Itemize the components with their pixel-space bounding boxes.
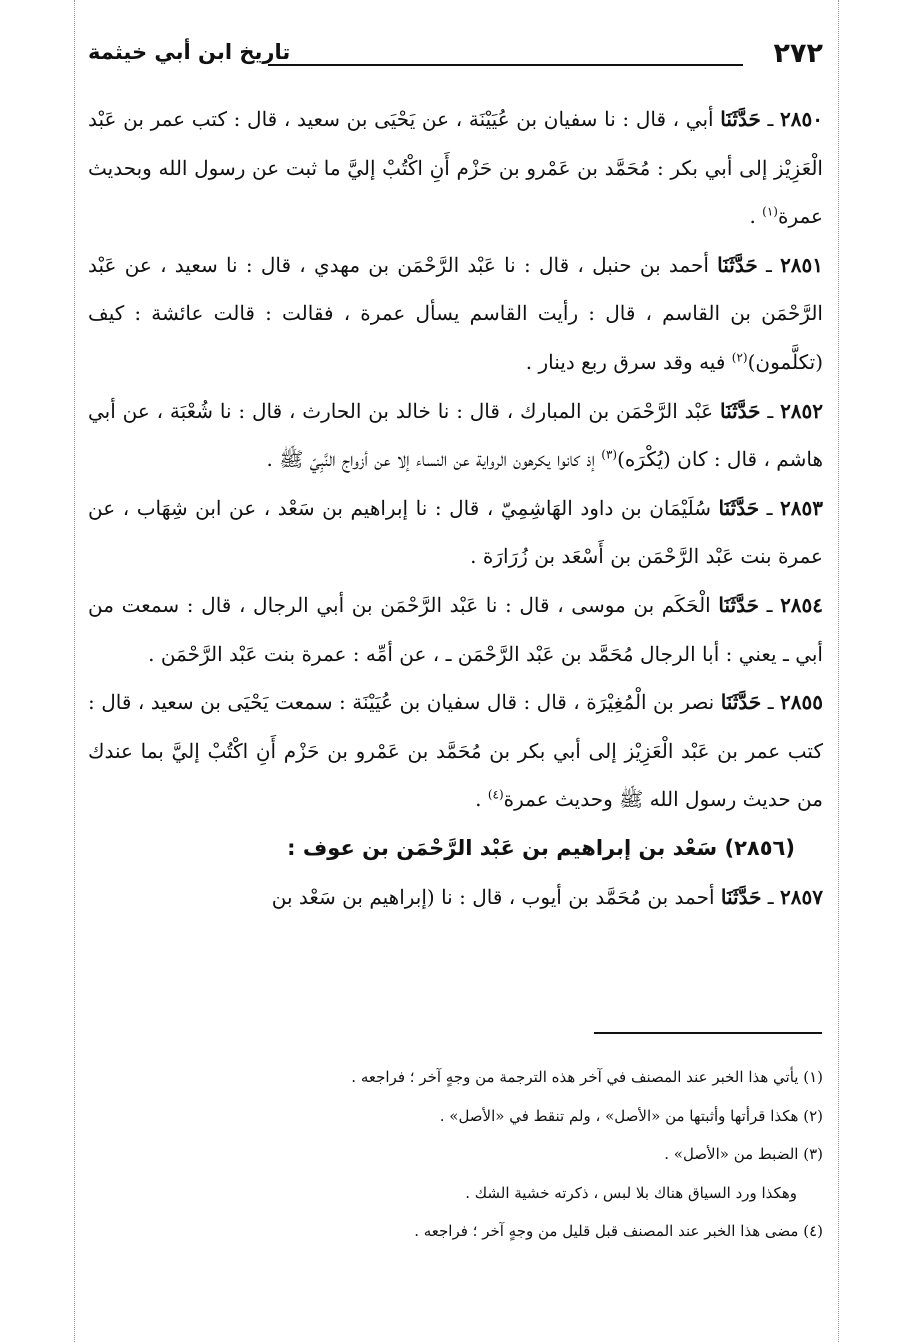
header-rule bbox=[268, 64, 743, 66]
entry-end: . bbox=[749, 204, 763, 229]
entry-2855: ٢٨٥٥ ـ حَدَّثَنَا نصر بن الْمُغِيْرَة ، قال : قال سفيان بن عُيَيْنَة : سمعت يَحْيَى بن سعيد ، قال : كتب عمر بن عَبْد الْعَزِيْز إلى أبي بكر بن مُحَمَّد بن عَمْرو بن حَزْم أَنِ اكْتُبْ إليَّ بما عندك من حديث رسول الله ﷺ وحديث عمرة$^{(٤)}$ . bbox=[88, 690, 823, 812]
entry-2850: ٢٨٥٠ ـ حَدَّثَنَا أبي ، قال : نا سفيان بن عُيَيْنَة ، عن يَحْيَى بن سعيد ، قال : كتب عمر بن عَبْد الْعَزِيْز إلى أبي بكر : مُحَمَّد بن عَمْرو بن حَزْم أَنِ اكْتُبْ إليَّ ما ثبت عن رسول الله وبحديث عمرة$^{(١)}$ . bbox=[88, 107, 824, 229]
entry-number: ٢٨٥٥ bbox=[780, 690, 823, 715]
footnote-marker: (١) bbox=[762, 204, 778, 219]
entry-text: عَبْد الرَّحْمَن بن المبارك ، قال : نا خالد بن الحارث ، قال : نا شُعْبَة ، عن أبي هاشم ، قال : كان (يُكْرَه) bbox=[88, 398, 823, 472]
section-heading: (٢٨٥٦) سَعْد بن إبراهيم بن عَبْد الرَّحْمَن بن عوف : bbox=[287, 835, 795, 860]
entry-text: الْحَكَم بن موسى ، قال : نا عَبْد الرَّحْمَن بن أبي الرجال ، قال : سمعت من أبي ـ يعني : أبا الرجال مُحَمَّد بن عَبْد الرَّحْمَن ـ ، عن أمِّه : عمرة بنت عَبْد الرَّحْمَن . bbox=[88, 592, 823, 666]
entry-2852: ٢٨٥٢ ـ حَدَّثَنَا عَبْد الرَّحْمَن بن المبارك ، قال : نا خالد بن الحارث ، قال : نا شُعْبَة ، عن أبي هاشم ، قال : كان (يُكْرَه)$^{(٣)}$ إذ كانوا يكرهون الرواية عن النساء إلا عن أزواج النَّبِيّ ﷺ . bbox=[88, 398, 824, 472]
entry-end: . bbox=[475, 787, 488, 812]
entry-2851: ٢٨٥١ ـ حَدَّثَنَا أحمد بن حنبل ، قال : نا عَبْد الرَّحْمَن بن مهدي ، قال : نا سعيد ، عن عَبْد الرَّحْمَن بن القاسم ، قال : رأيت القاسم يسأل عمرة ، فقالت : قالت عائشة : كيف (تكلَّمون)$^{(٢)}$ فيه وقد سرق ربع دينار . bbox=[88, 252, 824, 374]
entry-end: فيه وقد سرق ربع دينار . bbox=[525, 349, 732, 374]
margin-dotted-line-right bbox=[838, 0, 839, 1342]
entry-number: ٢٨٥٧ bbox=[780, 884, 823, 909]
page-number: ٢٧٢ bbox=[773, 38, 823, 69]
entry-2853: ٢٨٥٣ ـ حَدَّثَنَا سُلَيْمَان بن داود الهَاشِمِيّ ، قال : نا إبراهيم بن سَعْد ، عن ابن شِهَاب ، عن عمرة بنت عَبْد الرَّحْمَن بن أَسْعَد بن زُرَارَة . bbox=[88, 495, 824, 569]
entry-2857: ٢٨٥٧ ـ حَدَّثَنَا أحمد بن مُحَمَّد بن أيوب ، قال : نا (إبراهيم بن سَعْد بن bbox=[271, 884, 823, 909]
entry-number: ٢٨٥٣ bbox=[780, 495, 824, 520]
entry-number: ٢٨٥١ bbox=[780, 252, 824, 277]
entry-end: إذ كانوا يكرهون الرواية عن النساء إلا عن أزواج النَّبِيّ ﷺ . bbox=[266, 447, 602, 472]
entry-keyword: حَدَّثَنَا bbox=[720, 690, 762, 715]
entry-text: نصر بن الْمُغِيْرَة ، قال : قال سفيان بن عُيَيْنَة : سمعت يَحْيَى بن سعيد ، قال : كتب عمر بن عَبْد الْعَزِيْز إلى أبي بكر بن مُحَمَّد بن عَمْرو بن حَزْم أَنِ اكْتُبْ إليَّ بما عندك من حديث رسول الله ﷺ وحديث عمرة bbox=[88, 690, 823, 812]
entry-text: أحمد بن مُحَمَّد بن أيوب ، قال : نا (إبراهيم بن سَعْد بن bbox=[271, 884, 715, 909]
entry-number: ٢٨٥٠ bbox=[780, 107, 824, 131]
footnote-marker: (٢) bbox=[731, 350, 748, 365]
footnote-3-continuation: وهكذا ورد السياق هناك بلا لبس ، ذكرته خشية الشك . bbox=[465, 1183, 797, 1202]
entry-keyword: حَدَّثَنَا bbox=[718, 495, 760, 520]
footnote-marker: (٣) bbox=[601, 447, 618, 462]
entry-2854: ٢٨٥٤ ـ حَدَّثَنَا الْحَكَم بن موسى ، قال : نا عَبْد الرَّحْمَن بن أبي الرجال ، قال : سمعت من أبي ـ يعني : أبا الرجال مُحَمَّد بن عَبْد الرَّحْمَن ـ ، عن أمِّه : عمرة بنت عَبْد الرَّحْمَن . bbox=[88, 592, 824, 666]
running-title: تاريخ ابن أبي خيثمة bbox=[88, 40, 291, 64]
entry-keyword: حَدَّثَنَا bbox=[717, 252, 758, 277]
entry-text: سُلَيْمَان بن داود الهَاشِمِيّ ، قال : نا إبراهيم بن سَعْد ، عن ابن شِهَاب ، عن عمرة بنت عَبْد الرَّحْمَن بن أَسْعَد بن زُرَارَة . bbox=[88, 495, 823, 569]
entry-text: أحمد بن حنبل ، قال : نا عَبْد الرَّحْمَن بن مهدي ، قال : نا سعيد ، عن عَبْد الرَّحْمَن بن القاسم ، قال : رأيت القاسم يسأل عمرة ، فقالت : قالت عائشة : كيف (تكلَّمون) bbox=[88, 252, 823, 374]
entry-number: ٢٨٥٤ bbox=[780, 592, 824, 617]
footnotes bbox=[250, 1058, 823, 1251]
footnote-marker: (٤) bbox=[487, 787, 504, 802]
footnote-2: (٢) هكذا قرأتها وأثبتها من «الأصل» ، ولم تنقط في «الأصل» . bbox=[439, 1106, 823, 1125]
main-text bbox=[88, 95, 823, 921]
margin-dotted-line-left bbox=[74, 0, 75, 1342]
page-header bbox=[88, 38, 823, 78]
entry-keyword: حَدَّثَنَا bbox=[720, 107, 761, 131]
footnote-separator bbox=[594, 1032, 822, 1034]
entry-keyword: حَدَّثَنَا bbox=[720, 884, 762, 909]
footnote-4: (٤) مضى هذا الخبر عند المصنف قبل قليل من وجهٍ آخر ؛ فراجعه . bbox=[414, 1222, 823, 1240]
entry-text: أبي ، قال : نا سفيان بن عُيَيْنَة ، عن يَحْيَى بن سعيد ، قال : كتب عمر بن عَبْد الْعَزِيْز إلى أبي بكر : مُحَمَّد بن عَمْرو بن حَزْم أَنِ اكْتُبْ إليَّ ما ثبت عن رسول الله وبحديث عمرة bbox=[88, 107, 823, 229]
entry-keyword: حَدَّثَنَا bbox=[719, 398, 761, 423]
entry-number: ٢٨٥٢ bbox=[780, 398, 824, 423]
footnote-3: (٣) الضبط من «الأصل» . bbox=[664, 1145, 823, 1163]
entry-keyword: حَدَّثَنَا bbox=[718, 592, 759, 617]
footnote-1: (١) يأتي هذا الخبر عند المصنف في آخر هذه الترجمة من وجهٍ آخر ؛ فراجعه . bbox=[351, 1068, 823, 1086]
